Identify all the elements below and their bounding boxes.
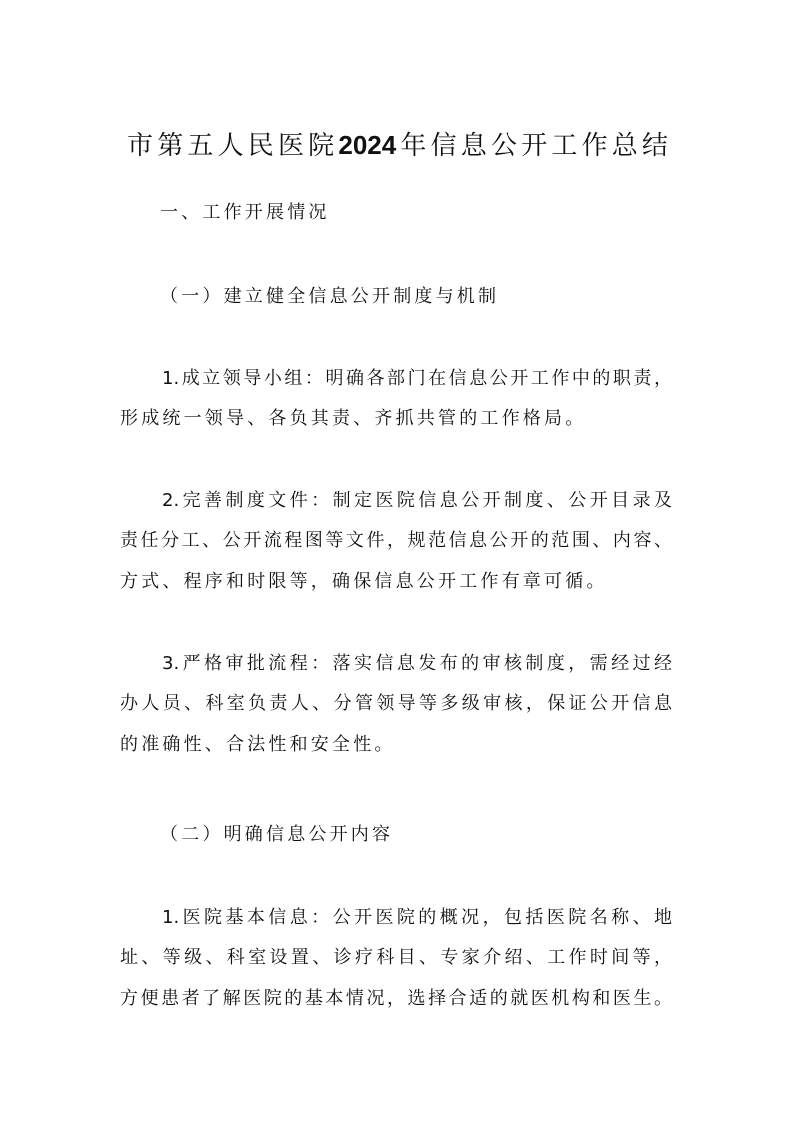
title-part: 市第五人民医院 <box>127 131 339 161</box>
title-year: 2024 <box>338 130 397 160</box>
paragraph-line: 方式、程序和时限等，确保信息公开工作有章可循。 <box>120 571 608 592</box>
paragraph-line: 方便患者了解医院的基本情况，选择合适的就医机构和医生。 <box>120 988 672 1009</box>
paragraph-line: 2.完善制度文件：制定医院信息公开制度、公开目录及 <box>162 490 672 511</box>
subsection-heading: （一）建立健全信息公开制度与机制 <box>160 286 500 307</box>
paragraph-line: 办人员、科室负责人、分管领导等多级审核，保证公开信息 <box>120 693 672 714</box>
paragraph-line: 责任分工、公开流程图等文件，规范信息公开的范围、内容、 <box>120 530 672 551</box>
title-part: 年信息公开工作总结 <box>396 131 668 161</box>
paragraph-line: 3.严格审批流程：落实信息发布的审核制度，需经过经 <box>162 653 672 674</box>
section-heading: 一、工作开展情况 <box>160 202 330 223</box>
document-title <box>127 128 668 163</box>
paragraph-line: 形成统一领导、各负其责、齐抓共管的工作格局。 <box>120 408 587 429</box>
paragraph-line: 1.医院基本信息：公开医院的概况，包括医院名称、地 <box>162 907 672 928</box>
paragraph-line: 的准确性、合法性和安全性。 <box>120 734 396 755</box>
subsection-heading: （二）明确信息公开内容 <box>160 824 394 845</box>
paragraph-line: 址、等级、科室设置、诊疗科目、专家介绍、工作时间等， <box>120 947 672 968</box>
paragraph-line: 1.成立领导小组：明确各部门在信息公开工作中的职责， <box>162 368 672 389</box>
